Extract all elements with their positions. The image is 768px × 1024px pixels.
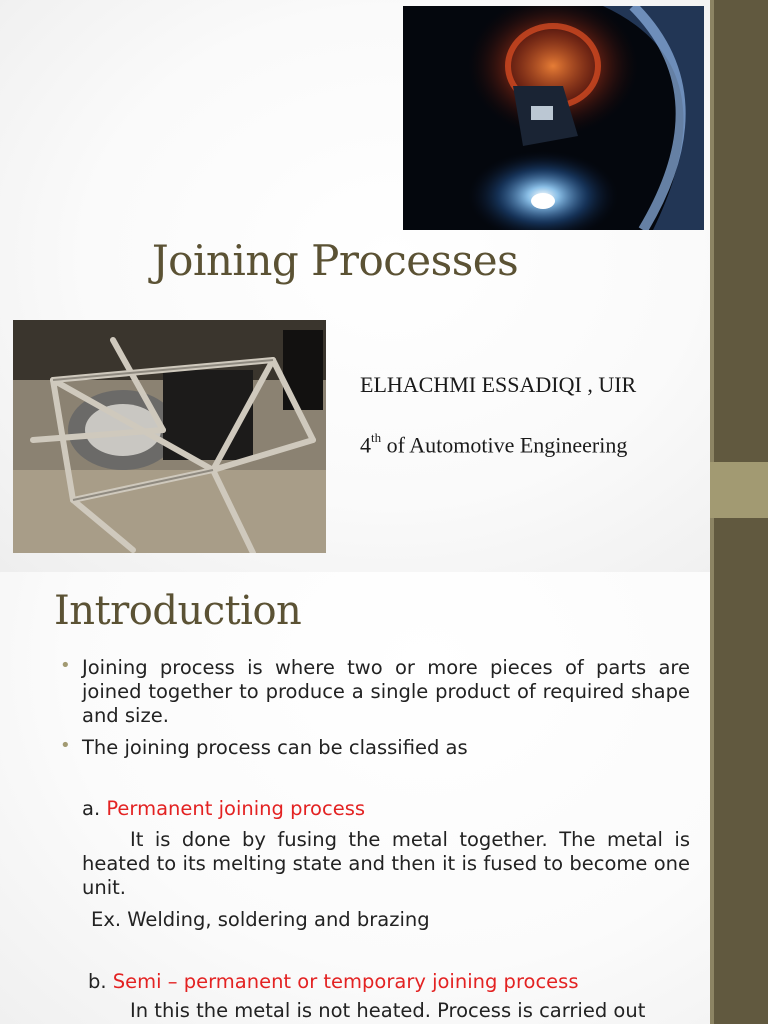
item-a-description: It is done by fusing the metal together. The metal is heated to its melting state and then it is fused to become one unit. (82, 828, 690, 899)
item-b-prefix: b. (88, 970, 113, 993)
program-ordinal: th (371, 430, 382, 445)
program-line (360, 432, 627, 458)
item-a-label: Permanent joining process (106, 797, 366, 820)
bullet-joining-definition: Joining process is where two or more pieces of parts are joined together to produce a single product of required shape and size. (82, 656, 690, 727)
item-a-prefix: a. (82, 797, 107, 820)
introduction-heading: Introduction (54, 588, 302, 634)
presentation-title: Joining Processes (151, 236, 519, 285)
item-a-example: Ex. Welding, soldering and brazing (91, 908, 430, 931)
bullet-dot-icon: • (60, 655, 71, 676)
bullet-dot-icon: • (60, 735, 71, 756)
author-line: ELHACHMI ESSADIQI , UIR (360, 372, 637, 397)
program-text: of Automotive Engineering (381, 432, 628, 458)
right-side-bar (710, 0, 768, 1024)
program-number: 4 (360, 432, 371, 458)
item-b-description: In this the metal is not heated. Process is carried out (130, 999, 646, 1022)
side-bar-accent (710, 462, 768, 518)
item-b-heading (88, 970, 690, 994)
tube-frame-photo (13, 320, 326, 553)
welding-photo (403, 6, 704, 230)
bullet-classification: The joining process can be classified as (82, 736, 468, 759)
item-b-label: Semi – permanent or temporary joining process (112, 970, 579, 993)
item-a-heading (82, 797, 690, 821)
